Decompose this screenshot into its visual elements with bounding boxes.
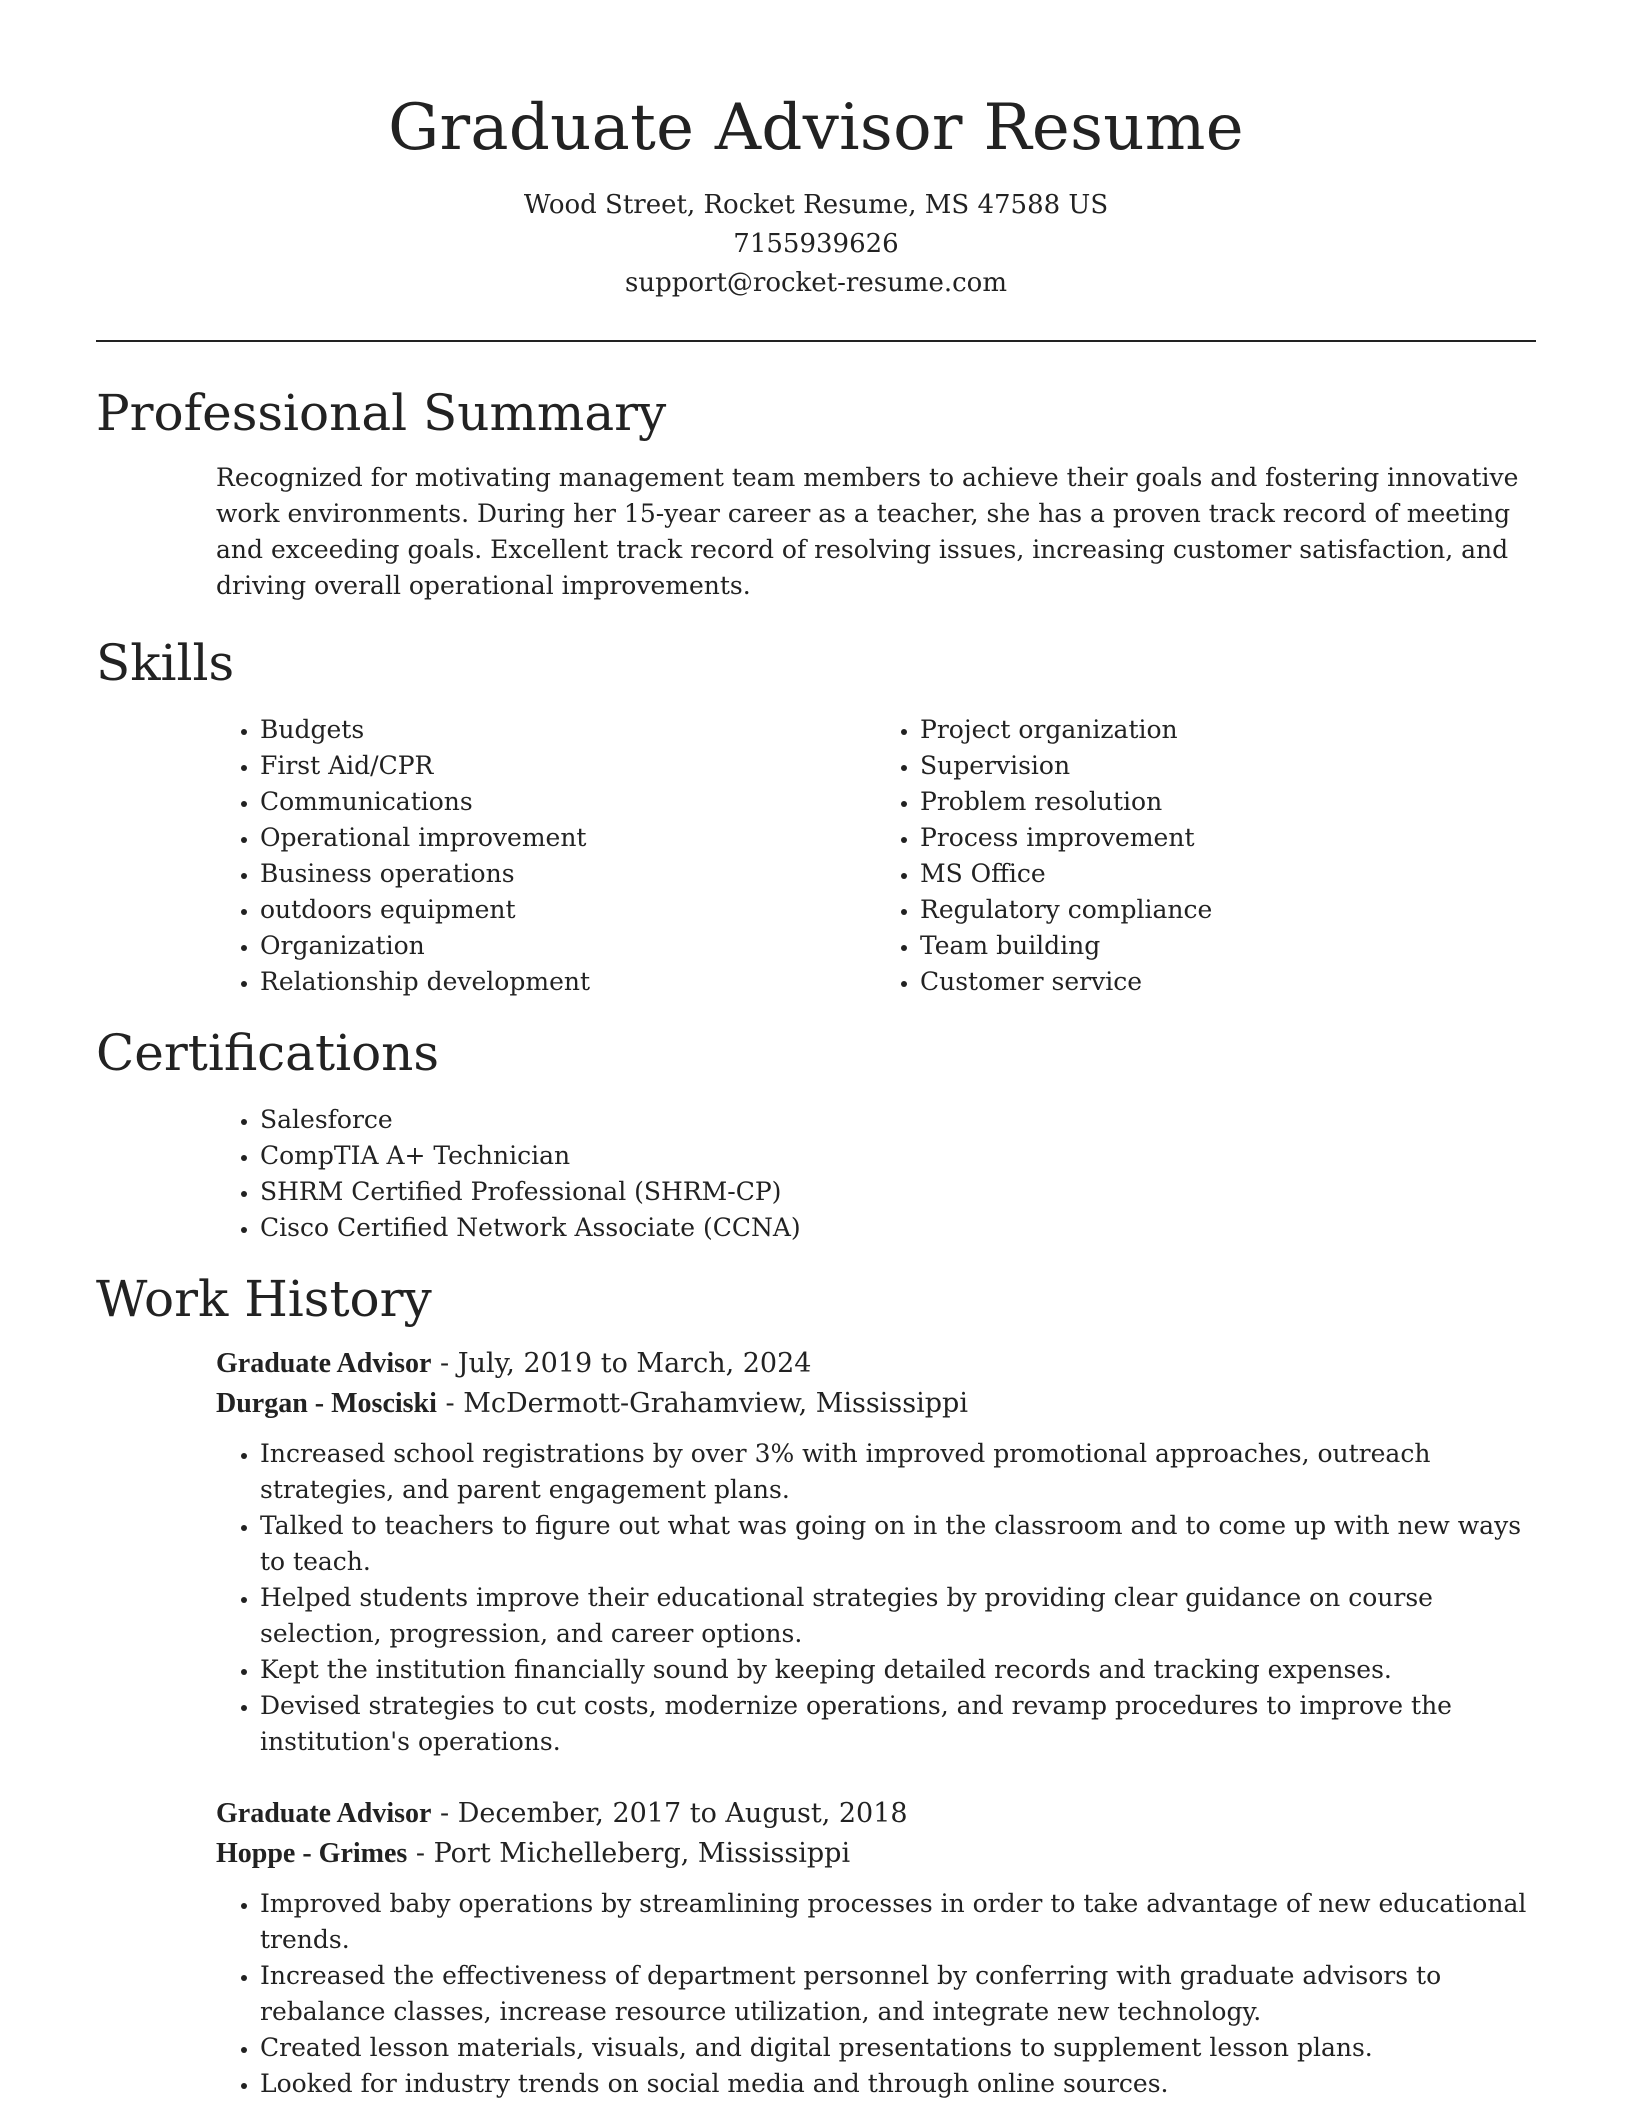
header-divider bbox=[96, 340, 1536, 342]
skill-item: • Problem resolution bbox=[920, 784, 1536, 820]
skill-item: • Relationship development bbox=[260, 964, 876, 1000]
job-company-line bbox=[216, 1834, 1536, 1874]
skill-item: • Process improvement bbox=[920, 820, 1536, 856]
job-bullet: • Devised strategies to cut costs, modernize operations, and revamp procedures to improve the institution's operations. bbox=[260, 1688, 1536, 1760]
job-company-line bbox=[216, 1384, 1536, 1424]
resume-title: Graduate Advisor Resume bbox=[388, 91, 1244, 165]
job-entry bbox=[216, 1794, 1536, 2102]
job-bullet: • Helped students improve their educational strategies by providing clear guidance on course selection, progression, and career options. bbox=[260, 1580, 1536, 1652]
job-company: Durgan - Mosciski bbox=[216, 1388, 437, 1419]
section-title-summary: Professional Summary bbox=[96, 384, 667, 442]
skills-columns bbox=[216, 712, 1536, 1000]
job-bullet: • Increased school registrations by over 3% with improved promotional approaches, outreach strategies, and parent engagement plans. bbox=[260, 1436, 1536, 1508]
skill-item: • Supervision bbox=[920, 748, 1536, 784]
section-title-work-history: Work History bbox=[96, 1270, 432, 1328]
skill-item: • outdoors equipment bbox=[260, 892, 876, 928]
certification-item: • SHRM Certified Professional (SHRM-CP) bbox=[260, 1174, 1536, 1210]
job-bullets bbox=[216, 1436, 1536, 1760]
job-bullet: • Looked for industry trends on social media and through online sources. bbox=[260, 2066, 1536, 2102]
job-dates: - December, 2017 to August, 2018 bbox=[431, 1798, 908, 1829]
contact-phone: 7155939626 bbox=[733, 229, 899, 259]
section-title-certifications: Certifications bbox=[96, 1024, 440, 1082]
job-title: Graduate Advisor bbox=[216, 1348, 432, 1379]
skills-list-left bbox=[216, 712, 876, 1000]
skill-item: • First Aid/CPR bbox=[260, 748, 876, 784]
job-dates: - July, 2019 to March, 2024 bbox=[431, 1348, 812, 1379]
job-title-line bbox=[216, 1794, 1536, 1834]
job-bullets bbox=[216, 1886, 1536, 2102]
job-location: - Port Michelleberg, Mississippi bbox=[407, 1838, 851, 1869]
certification-item: • Salesforce bbox=[260, 1102, 1536, 1138]
contact-email: support@rocket-resume.com bbox=[624, 268, 1007, 298]
skill-item: • Regulatory compliance bbox=[920, 892, 1536, 928]
skill-item: • Budgets bbox=[260, 712, 876, 748]
job-title-line bbox=[216, 1344, 1536, 1384]
skill-item: • Operational improvement bbox=[260, 820, 876, 856]
job-bullet: • Talked to teachers to figure out what was going on in the classroom and to come up with new ways to teach. bbox=[260, 1508, 1536, 1580]
job-company: Hoppe - Grimes bbox=[216, 1838, 408, 1869]
summary-text: Recognized for motivating management team members to achieve their goals and fostering innovative work environments. During her 15-year career as a teacher, she has a proven track record of meeting and exceeding goals. Excellent track record of resolving issues, increasing customer satisfaction, and driving overall operational improvements. bbox=[216, 463, 1519, 600]
skill-item: • Communications bbox=[260, 784, 876, 820]
job-location: - McDermott-Grahamview, Mississippi bbox=[436, 1388, 968, 1419]
job-bullet: • Improved baby operations by streamlining processes in order to take advantage of new educational trends. bbox=[260, 1886, 1536, 1958]
skill-item: • Business operations bbox=[260, 856, 876, 892]
skill-item: • Customer service bbox=[920, 964, 1536, 1000]
section-title-skills: Skills bbox=[96, 634, 235, 692]
job-entry bbox=[216, 1344, 1536, 1760]
certifications-list bbox=[216, 1102, 1536, 1246]
certification-item: • Cisco Certified Network Associate (CCNA) bbox=[260, 1210, 1536, 1246]
resume-page bbox=[96, 0, 1536, 2102]
skill-item: • Team building bbox=[920, 928, 1536, 964]
job-bullet: • Created lesson materials, visuals, and digital presentations to supplement lesson plans. bbox=[260, 2030, 1536, 2066]
skills-list-right bbox=[876, 712, 1536, 1000]
skill-item: • Organization bbox=[260, 928, 876, 964]
skill-item: • Project organization bbox=[920, 712, 1536, 748]
certification-item: • CompTIA A+ Technician bbox=[260, 1138, 1536, 1174]
skill-item: • MS Office bbox=[920, 856, 1536, 892]
job-bullet: • Increased the effectiveness of department personnel by conferring with graduate advisors to rebalance classes, increase resource utilization, and integrate new technology. bbox=[260, 1958, 1536, 2030]
contact-address: Wood Street, Rocket Resume, MS 47588 US bbox=[523, 190, 1109, 220]
job-bullet: • Kept the institution financially sound by keeping detailed records and tracking expenses. bbox=[260, 1652, 1536, 1688]
contact-block bbox=[96, 186, 1536, 303]
job-title: Graduate Advisor bbox=[216, 1798, 432, 1829]
